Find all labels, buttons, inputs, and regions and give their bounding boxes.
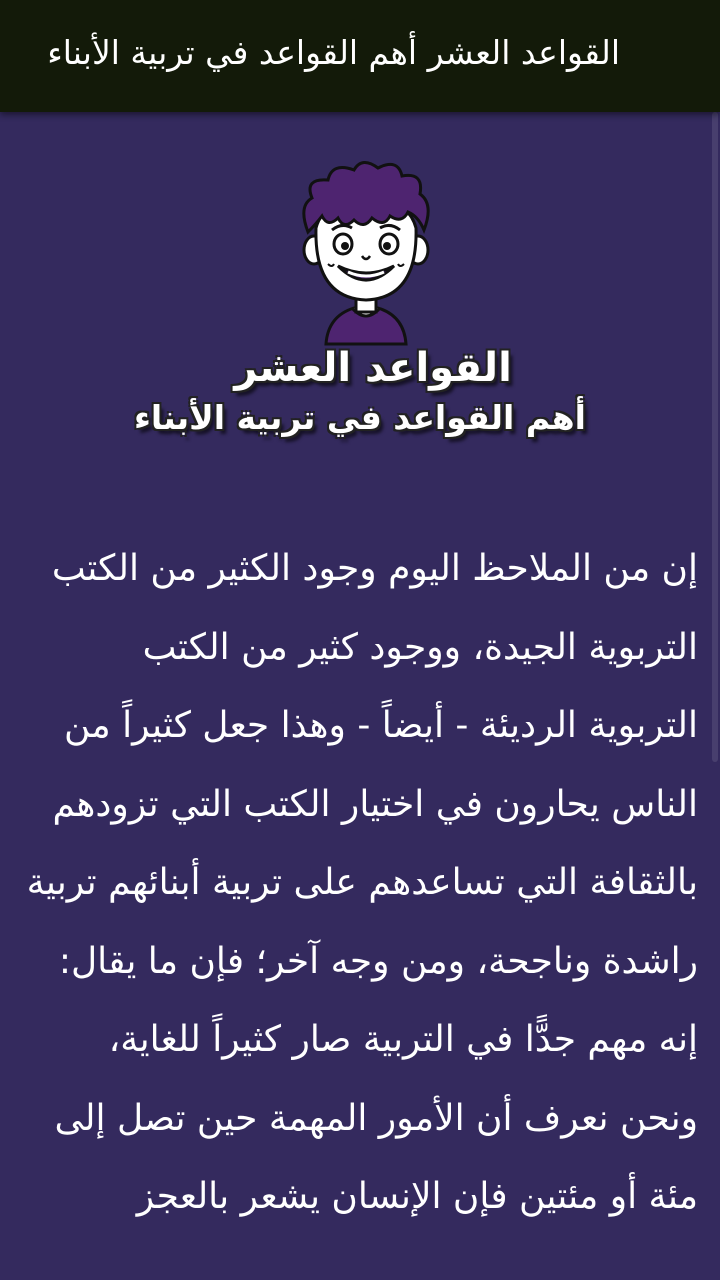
- article-scroll-view[interactable]: [0, 112, 720, 1280]
- app-bar: [0, 0, 720, 112]
- banner-title-line2: أهم القواعد في تربية الأبناء: [134, 398, 586, 437]
- app-bar-title: القواعد العشر أهم القواعد في تربية الأبناء: [47, 33, 620, 72]
- article-body: إن من الملاحظ اليوم وجود الكثير من الكتب التربوية الجيدة، ووجود كثير من الكتب التربوية الرديئة - أيضاً - وهذا جعل كثيراً من الناس يحارون في اختيار الكتب التي تزودهم بالثقافة التي تساعدهم على تربية أبنائهم تربية راشدة وناجحة، ومن وجه آخر؛ فإن ما يقال: إنه مهم جدًّا في التربية صار كثيراً للغاية، ونحن نعرف أن الأمور المهمة حين تصل إلى مئة أو مئتين فإن الإنسان يشعر بالعجز: [26, 548, 698, 1217]
- banner-title: [0, 342, 720, 442]
- banner-title-line1: القواعد العشر: [234, 345, 512, 391]
- header-banner: [0, 156, 720, 456]
- cartoon-boy-illustration: [298, 158, 434, 346]
